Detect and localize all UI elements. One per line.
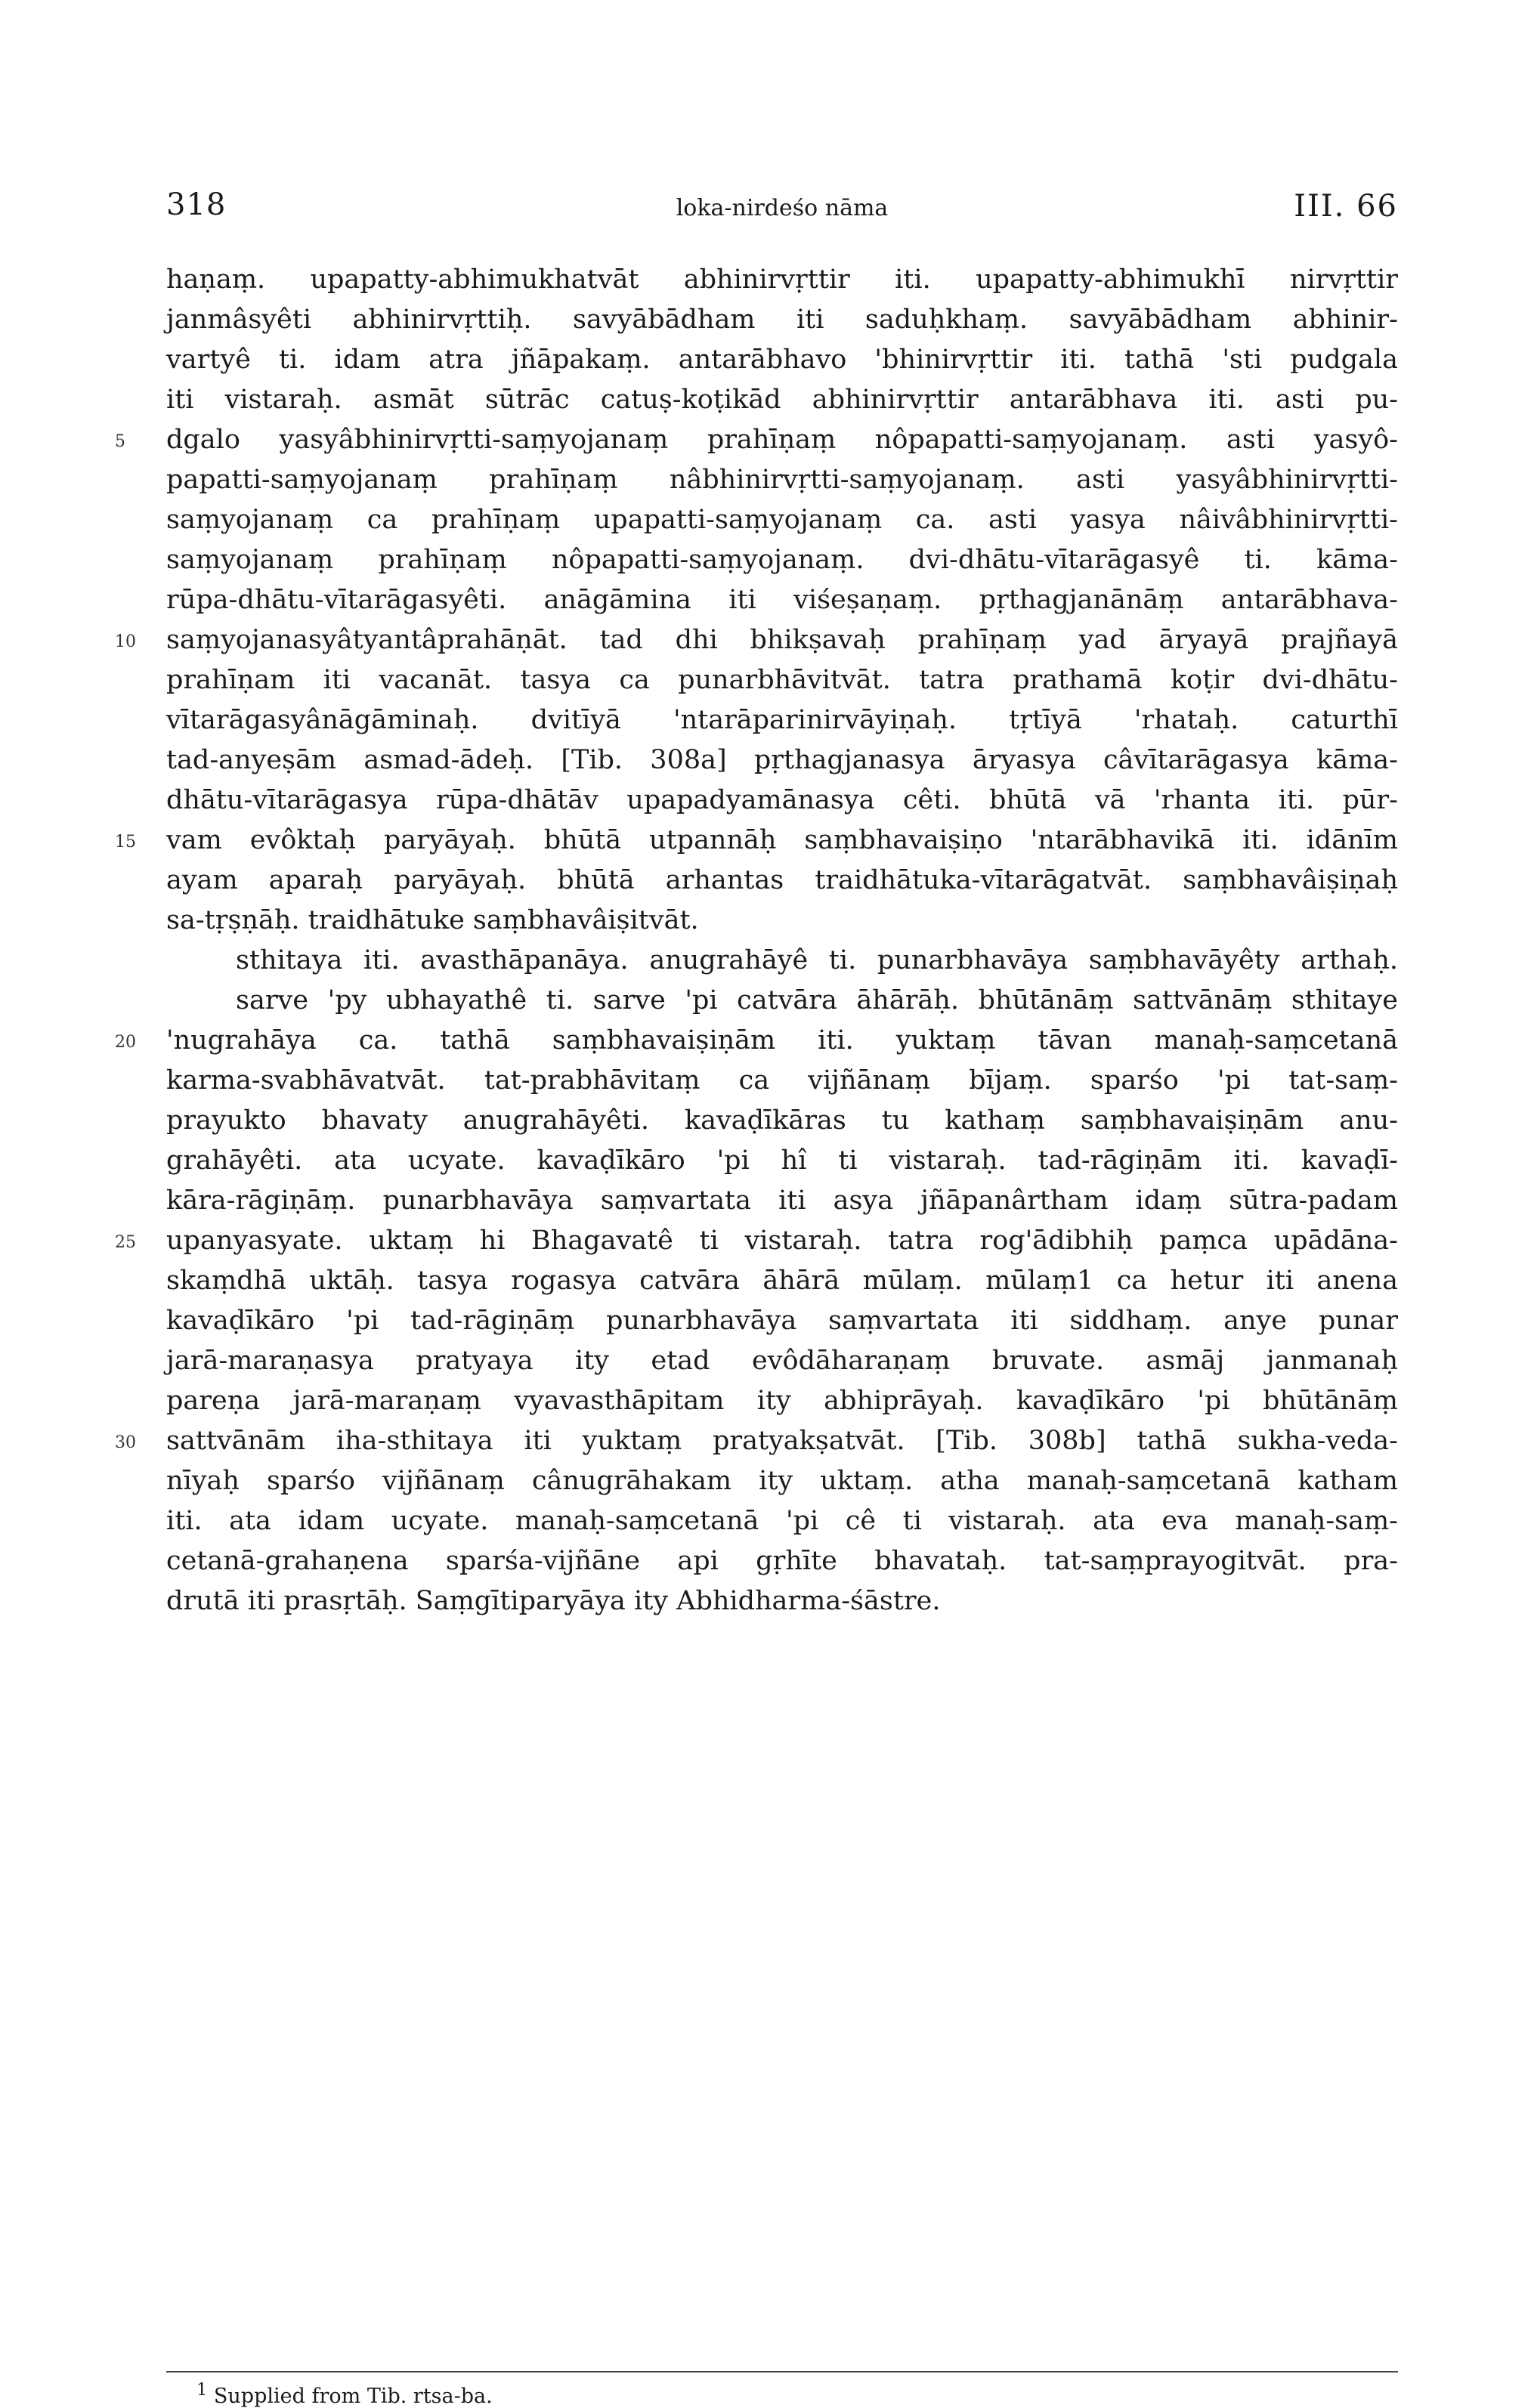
text-line xyxy=(115,1021,1398,1061)
text-line: vītarāgasyânāgāminaḥ. dvitīyā 'ntarāparinirvāyiṇaḥ. tṛtīyā 'rhataḥ. caturthī xyxy=(166,705,1398,735)
text-line: ayam aparaḥ paryāyaḥ. bhūtā arhantas traidhātuka-vītarāgatvāt. saṃbhavâiṣiṇaḥ xyxy=(166,865,1398,895)
text-line xyxy=(115,821,1398,861)
text-line-content: saṃyojanasyâtyantâprahāṇāt. tad dhi bhikṣavaḥ prahīṇaṃ yad āryayā prajñayā xyxy=(166,625,1398,655)
text-line: rūpa-dhātu-vītarāgasyêti. anāgāmina iti viśeṣaṇaṃ. pṛthagjanānāṃ antarābhava- xyxy=(166,585,1398,615)
running-title: loka-nirdeśo nāma xyxy=(676,195,889,221)
line-number: 15 xyxy=(115,833,136,852)
text-line-content: sattvānām iha-sthitaya iti yuktaṃ pratyakṣatvāt. [Tib. 308b] tathā sukha-veda- xyxy=(166,1426,1398,1456)
text-line xyxy=(115,420,1398,460)
footnote-divider xyxy=(166,2371,1398,2372)
text-line: vartyê ti. idam atra jñāpakaṃ. antarābhavo 'bhinirvṛttir iti. tathā 'sti pudgala xyxy=(166,345,1398,375)
text-line: skaṃdhā uktāḥ. tasya rogasya catvāra āhārā mūlaṃ. mūlaṃ1 ca hetur iti anena xyxy=(166,1266,1398,1296)
text-line-content: vam evôktaḥ paryāyaḥ. bhūtā utpannāḥ saṃbhavaiṣiṇo 'ntarābhavikā iti. idānīm xyxy=(166,825,1398,855)
section-reference: III. 66 xyxy=(1294,189,1398,224)
text-line: iti. ata idam ucyate. manaḥ-saṃcetanā 'pi cê ti vistaraḥ. ata eva manaḥ-saṃ- xyxy=(166,1506,1398,1536)
footnote xyxy=(196,2380,493,2408)
text-line xyxy=(115,1421,1398,1461)
text-line: iti vistaraḥ. asmāt sūtrāc catuṣ-koṭikād abhinirvṛttir antarābhava iti. asti pu- xyxy=(166,385,1398,415)
text-line: papatti-saṃyojanaṃ prahīṇaṃ nâbhinirvṛtti-saṃyojanaṃ. asti yasyâbhinirvṛtti- xyxy=(166,465,1398,495)
text-line xyxy=(115,1221,1398,1261)
text-line: dhātu-vītarāgasya rūpa-dhātāv upapadyamānasya cêti. bhūtā vā 'rhanta iti. pūr- xyxy=(166,785,1398,815)
text-line: jarā-maraṇasya pratyaya ity etad evôdāharaṇaṃ bruvate. asmāj janmanaḥ xyxy=(166,1346,1398,1376)
text-line xyxy=(115,620,1398,660)
footnote-text: Supplied from Tib. rtsa-ba. xyxy=(213,2385,493,2408)
text-line: pareṇa jarā-maraṇaṃ vyavasthāpitam ity abhiprāyaḥ. kavaḍīkāro 'pi bhūtānāṃ xyxy=(166,1386,1398,1416)
line-number: 5 xyxy=(115,432,125,451)
text-line: kāra-rāgiṇāṃ. punarbhavāya saṃvartata iti asya jñāpanârtham idaṃ sūtra-padam xyxy=(166,1185,1398,1216)
text-line: sa-tṛṣṇāḥ. traidhātuke saṃbhavâiṣitvāt. xyxy=(166,905,699,935)
text-line: grahāyêti. ata ucyate. kavaḍīkāro 'pi hî ti vistaraḥ. tad-rāgiṇām iti. kavaḍī- xyxy=(166,1145,1398,1176)
text-line: drutā iti prasṛtāḥ. Saṃgītiparyāya ity Abhidharma-śāstre. xyxy=(166,1586,941,1616)
text-line: karma-svabhāvatvāt. tat-prabhāvitaṃ ca vijñānaṃ bījaṃ. sparśo 'pi tat-saṃ- xyxy=(166,1065,1398,1096)
text-line: prayukto bhavaty anugrahāyêti. kavaḍīkāras tu kathaṃ saṃbhavaiṣiṇām anu- xyxy=(166,1105,1398,1136)
text-line: nīyaḥ sparśo vijñānaṃ cânugrāhakam ity uktaṃ. atha manaḥ-saṃcetanā katham xyxy=(166,1466,1398,1496)
line-number: 30 xyxy=(115,1433,136,1452)
text-line: prahīṇam iti vacanāt. tasya ca punarbhāvitvāt. tatra prathamā koṭir dvi-dhātu- xyxy=(166,665,1398,695)
text-line: saṃyojanaṃ prahīṇaṃ nôpapatti-saṃyojanaṃ. dvi-dhātu-vītarāgasyê ti. kāma- xyxy=(166,545,1398,575)
footnote-marker: 1 xyxy=(196,2380,208,2400)
text-line: sarve 'py ubhayathê ti. sarve 'pi catvāra āhārāḥ. bhūtānāṃ sattvānāṃ sthitaye xyxy=(236,985,1398,1015)
text-line: cetanā-grahaṇena sparśa-vijñāne api gṛhīte bhavataḥ. tat-saṃprayogitvāt. pra- xyxy=(166,1546,1398,1576)
text-line: janmâsyêti abhinirvṛttiḥ. savyābādham iti saduḥkhaṃ. savyābādham abhinir- xyxy=(166,304,1398,335)
text-line: saṃyojanaṃ ca prahīṇaṃ upapatti-saṃyojanaṃ ca. asti yasya nâivâbhinirvṛtti- xyxy=(166,505,1398,535)
page-number: 318 xyxy=(166,187,227,222)
text-line-content: upanyasyate. uktaṃ hi Bhagavatê ti vistaraḥ. tatra rog'ādibhiḥ paṃca upādāna- xyxy=(166,1226,1398,1256)
line-number: 25 xyxy=(115,1233,136,1252)
text-line: tad-anyeṣām asmad-ādeḥ. [Tib. 308a] pṛthagjanasya āryasya câvītarāgasya kāma- xyxy=(166,745,1398,775)
page-header xyxy=(166,187,1398,240)
text-line: sthitaya iti. avasthāpanāya. anugrahāyê ti. punarbhavāya saṃbhavāyêty arthaḥ. xyxy=(236,945,1398,975)
text-line-content: 'nugrahāya ca. tathā saṃbhavaiṣiṇām iti. yuktaṃ tāvan manaḥ-saṃcetanā xyxy=(166,1025,1398,1056)
line-number: 20 xyxy=(115,1033,136,1052)
line-number: 10 xyxy=(115,632,136,651)
text-line: kavaḍīkāro 'pi tad-rāgiṇāṃ punarbhavāya saṃvartata iti siddhaṃ. anye punar xyxy=(166,1306,1398,1336)
text-line-content: dgalo yasyâbhinirvṛtti-saṃyojanaṃ prahīṇaṃ nôpapatti-saṃyojanaṃ. asti yasyô- xyxy=(166,425,1398,455)
text-line: haṇaṃ. upapatty-abhimukhatvāt abhinirvṛttir iti. upapatty-abhimukhī nirvṛttir xyxy=(166,264,1398,295)
main-text-block xyxy=(115,260,1398,1621)
